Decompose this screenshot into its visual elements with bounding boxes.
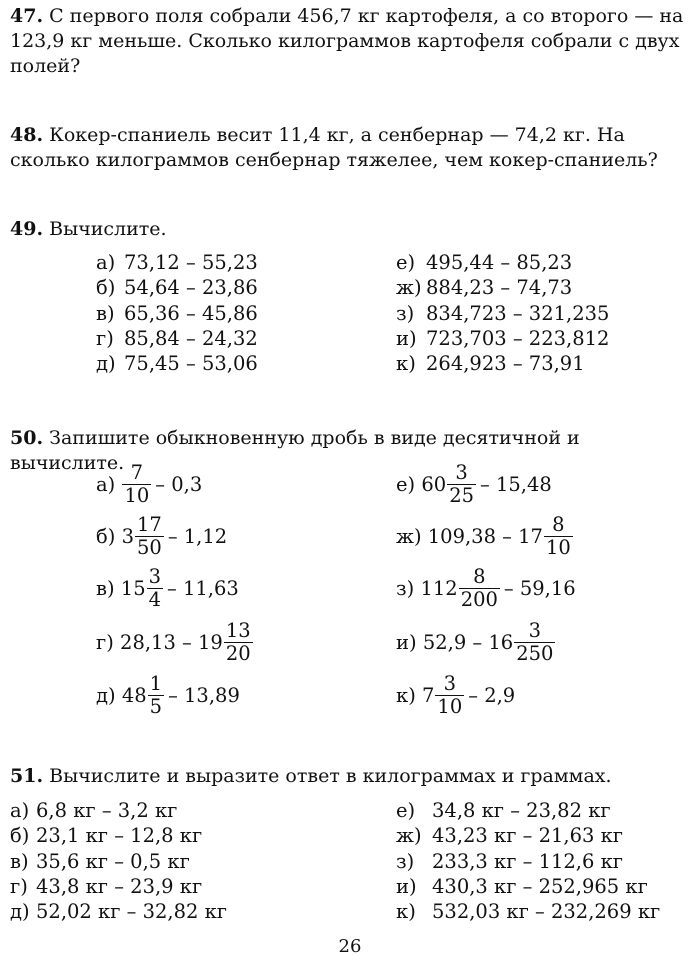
item-label: г) <box>10 874 28 898</box>
fraction-item <box>396 666 515 724</box>
problem-text: Кокер-спаниель весит 11,4 кг, а сенбернар — 74,2 кг. На сколько килограммов сенбернар тяжелее, чем кокер-спаниель? <box>10 124 658 171</box>
mixed-whole-part: 16 <box>488 630 514 654</box>
item-label: е) <box>396 799 416 822</box>
item-label: а) <box>10 799 30 822</box>
numerator: 8 <box>552 512 565 536</box>
mixed-whole-part: 7 <box>422 683 435 707</box>
problem-number: 48. <box>10 124 44 146</box>
denominator: 10 <box>545 535 571 559</box>
numerator: 13 <box>225 618 251 642</box>
problem-49-heading <box>10 217 694 242</box>
item-expression: 233,3 кг – 112,6 кг <box>432 849 624 873</box>
item-label: з) <box>396 576 415 600</box>
exercise-item <box>10 849 227 874</box>
item-suffix: – 0,3 <box>155 472 203 496</box>
mixed-whole-part: 48 <box>121 683 147 707</box>
item-suffix: – 15,48 <box>480 472 552 496</box>
exercise-item <box>10 798 227 823</box>
item-suffix: – 11,63 <box>167 576 239 600</box>
item-suffix: – 2,9 <box>468 683 516 707</box>
fraction-item <box>396 507 577 565</box>
fraction <box>447 462 476 507</box>
fraction <box>459 566 500 611</box>
fraction-item <box>96 507 227 565</box>
item-suffix: – 1,12 <box>167 524 228 548</box>
exercise-item <box>396 351 609 376</box>
exercise-item <box>396 326 609 351</box>
item-label: в) <box>96 576 115 600</box>
item-expression: 495,44 – 85,23 <box>426 251 573 274</box>
problem-49-left-column <box>96 250 258 376</box>
item-label: а) <box>96 472 116 496</box>
mixed-whole-part: 60 <box>421 472 447 496</box>
item-label: в) <box>96 301 115 325</box>
item-label: ж) <box>396 524 422 548</box>
problem-51-left-column <box>10 798 227 924</box>
item-expression: 23,1 кг – 12,8 кг <box>36 824 203 848</box>
denominator: 4 <box>148 587 162 611</box>
numerator: 7 <box>130 460 144 484</box>
item-expression: 65,36 – 45,86 <box>124 301 258 325</box>
fraction <box>148 673 164 718</box>
problem-number: 47. <box>10 5 44 27</box>
numerator: 3 <box>528 618 542 642</box>
fraction <box>544 514 573 559</box>
problem-number: 50. <box>10 427 44 449</box>
numerator: 1 <box>149 671 163 695</box>
item-expression: 43,23 кг – 21,63 кг <box>432 824 624 848</box>
item-label: е) <box>396 251 416 274</box>
fraction <box>224 620 253 665</box>
fraction-item <box>396 559 576 617</box>
denominator: 20 <box>225 641 251 665</box>
problem-47 <box>10 4 694 79</box>
numerator: 3 <box>148 564 162 588</box>
denominator: 250 <box>516 641 554 665</box>
problem-text: Вычислите и выразите ответ в килограммах и граммах. <box>49 765 612 787</box>
item-expression: 264,923 – 73,91 <box>426 352 585 376</box>
item-label: к) <box>396 900 416 924</box>
fraction-item <box>396 455 552 513</box>
item-label: б) <box>96 524 116 548</box>
item-prefix: 52,9 – <box>422 630 489 654</box>
denominator: 10 <box>124 483 150 507</box>
item-label: д) <box>96 683 116 707</box>
problem-text: Запишите обыкновенную дробь в виде десятичной и вычислите. <box>10 427 580 474</box>
item-label: з) <box>396 849 415 873</box>
item-label: е) <box>396 472 416 496</box>
fraction-item <box>96 613 257 671</box>
exercise-item <box>396 823 660 848</box>
exercise-item <box>396 798 660 823</box>
item-label: д) <box>96 352 116 376</box>
fraction-item <box>396 613 559 671</box>
exercise-item <box>96 351 258 376</box>
item-expression: 6,8 кг – 3,2 кг <box>36 799 178 822</box>
exercise-item <box>396 275 609 300</box>
fraction-item <box>96 559 239 617</box>
item-label: г) <box>96 630 114 654</box>
item-expression: 75,45 – 53,06 <box>124 352 258 376</box>
fraction <box>435 673 464 718</box>
item-expression: 35,6 кг – 0,5 кг <box>36 849 190 873</box>
denominator: 5 <box>149 694 163 718</box>
item-expression: 430,3 кг – 252,965 кг <box>432 874 648 898</box>
item-label: и) <box>396 326 417 350</box>
denominator: 10 <box>437 694 463 718</box>
numerator: 17 <box>136 512 162 536</box>
item-suffix: – 59,16 <box>503 576 576 600</box>
item-label: ж) <box>396 824 422 848</box>
problem-text: С первого поля собрали 456,7 кг картофеля, а со второго — на 123,9 кг меньше. Сколько килограммов картофеля собрали с двух полей? <box>10 5 684 77</box>
numerator: 3 <box>443 671 457 695</box>
problem-number: 51. <box>10 765 44 787</box>
item-expression: 85,84 – 24,32 <box>124 326 258 350</box>
numerator: 3 <box>455 460 468 484</box>
item-label: в) <box>10 849 29 873</box>
item-label: а) <box>96 251 116 274</box>
denominator: 25 <box>449 483 475 507</box>
problem-51-right-column <box>396 798 660 924</box>
item-expression: 43,8 кг – 23,9 кг <box>36 874 203 898</box>
exercise-item <box>10 899 227 924</box>
item-expression: 34,8 кг – 23,82 кг <box>432 799 611 822</box>
item-suffix: – 13,89 <box>168 683 240 707</box>
item-label: з) <box>396 301 415 325</box>
mixed-whole-part: 17 <box>518 524 543 548</box>
fraction <box>135 514 164 559</box>
fraction <box>514 620 555 665</box>
item-expression: 52,02 кг – 32,82 кг <box>36 900 228 924</box>
exercise-item <box>396 849 660 874</box>
item-expression: 834,723 – 321,235 <box>426 301 610 325</box>
exercise-item <box>10 874 227 899</box>
exercise-item <box>96 275 258 300</box>
exercise-item <box>396 250 609 275</box>
exercise-item <box>96 250 258 275</box>
item-prefix: 109,38 – <box>427 524 519 548</box>
item-label: к) <box>396 683 416 707</box>
numerator: 8 <box>473 564 486 588</box>
item-label: и) <box>396 874 417 898</box>
denominator: 200 <box>460 587 498 611</box>
exercise-item <box>10 823 227 848</box>
item-expression: 54,64 – 23,86 <box>124 276 258 300</box>
exercise-item <box>396 874 660 899</box>
exercise-item <box>96 326 258 351</box>
item-expression: 73,12 – 55,23 <box>124 251 258 274</box>
exercise-item <box>396 899 660 924</box>
problem-48 <box>10 123 694 173</box>
item-label: б) <box>10 824 30 848</box>
item-expression: 532,03 кг – 232,269 кг <box>432 900 661 924</box>
problem-51-heading <box>10 764 694 789</box>
fraction <box>147 566 163 611</box>
problem-49-right-column <box>396 250 609 376</box>
mixed-whole-part: 112 <box>420 576 458 600</box>
mixed-whole-part: 19 <box>198 630 223 654</box>
item-label: к) <box>396 352 416 376</box>
item-label: и) <box>396 630 417 654</box>
item-expression: 723,703 – 223,812 <box>426 326 610 350</box>
item-label: б) <box>96 276 116 300</box>
mixed-whole-part: 15 <box>120 576 146 600</box>
denominator: 50 <box>136 535 162 559</box>
item-expression: 884,23 – 74,73 <box>426 276 573 300</box>
fraction-item <box>96 455 202 513</box>
item-prefix: 28,13 – <box>120 630 199 654</box>
page-number: 26 <box>338 936 362 957</box>
exercise-item <box>396 301 609 326</box>
fraction <box>122 462 151 507</box>
problem-text: Вычислите. <box>49 218 167 240</box>
item-label: ж) <box>396 276 422 300</box>
mixed-whole-part: 3 <box>121 524 134 548</box>
fraction-item <box>96 666 240 724</box>
problem-number: 49. <box>10 218 44 240</box>
item-label: д) <box>10 900 30 924</box>
exercise-item <box>96 301 258 326</box>
item-label: г) <box>96 326 114 350</box>
